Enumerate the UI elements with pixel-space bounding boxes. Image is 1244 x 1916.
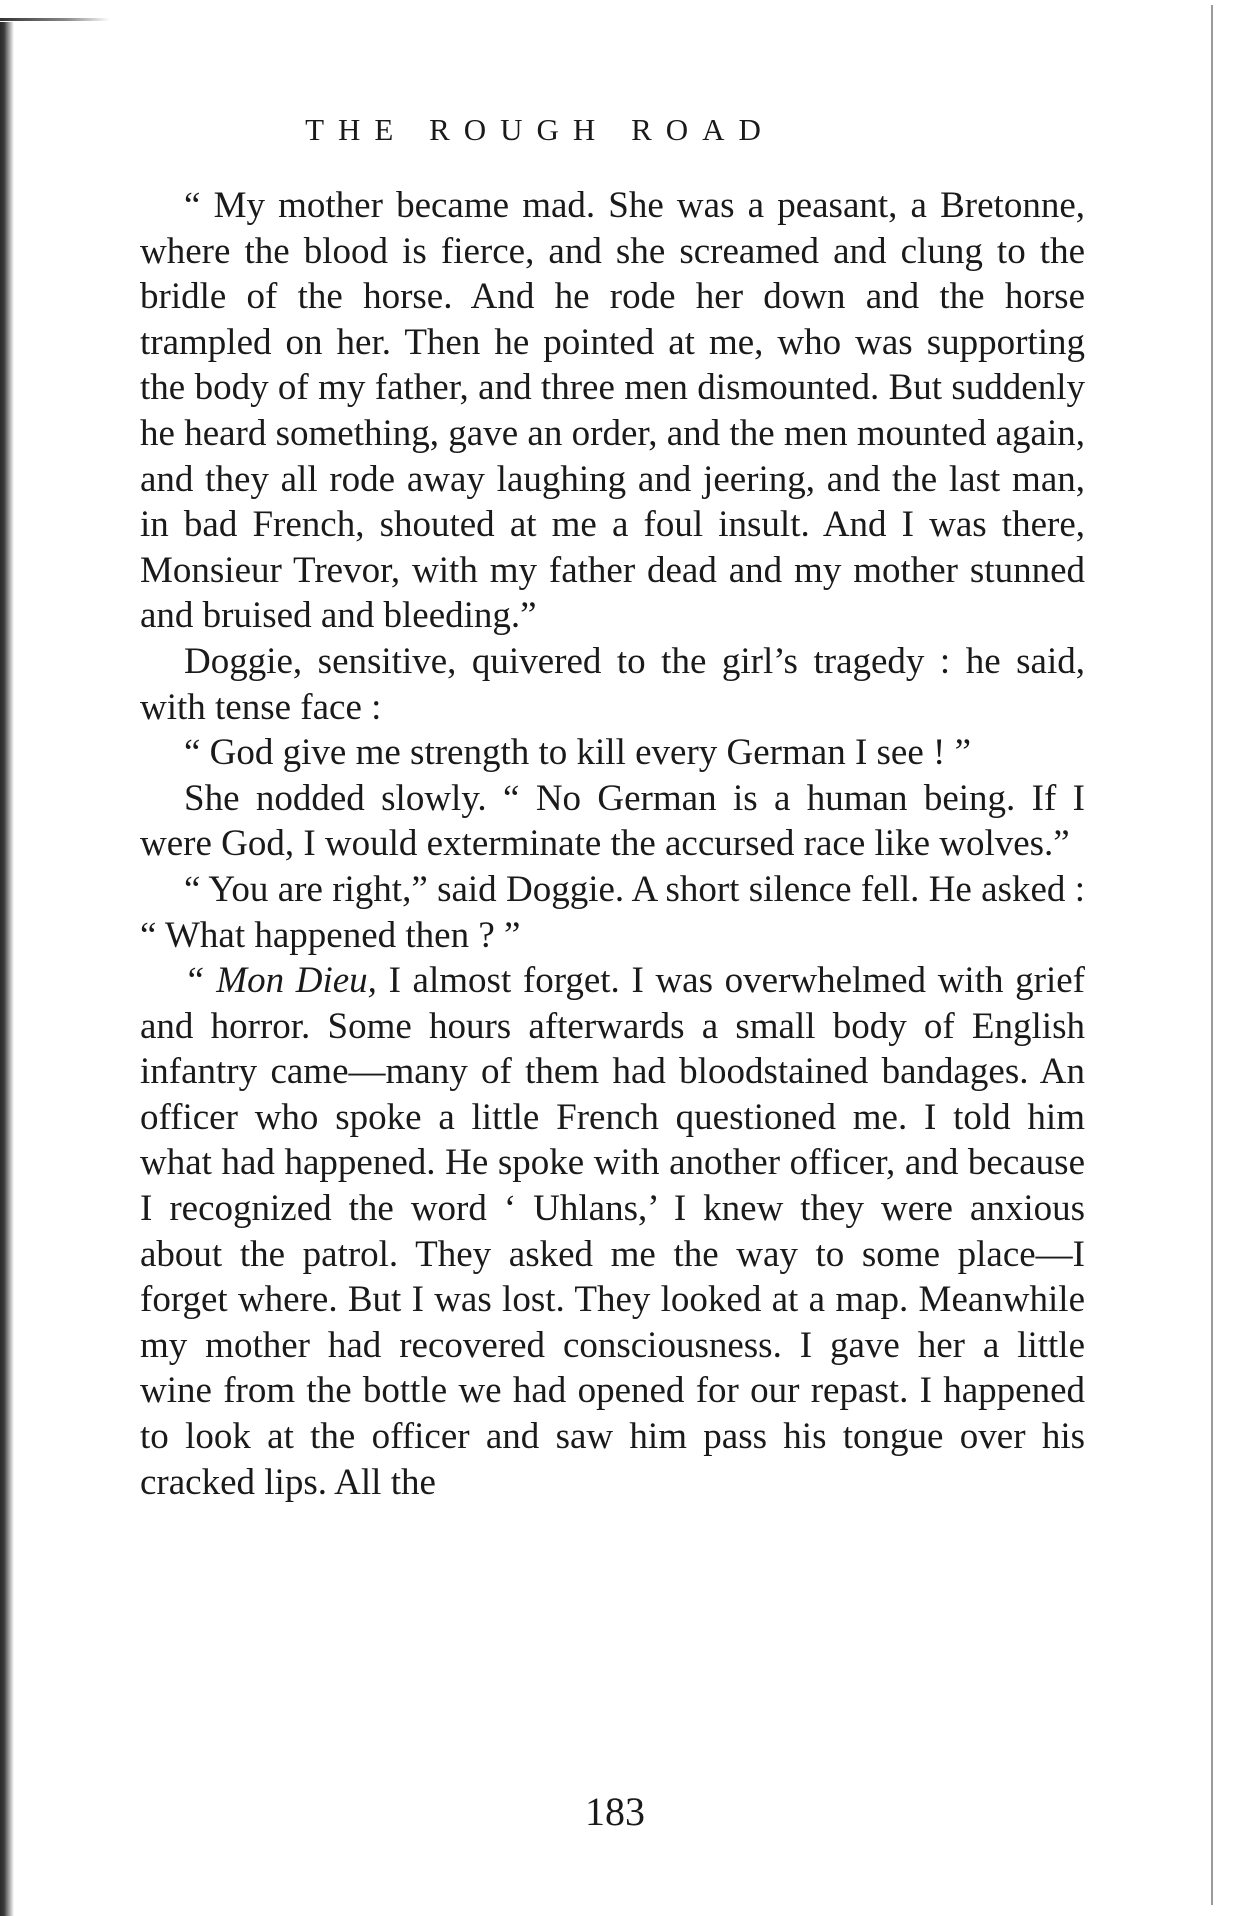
- paragraph-2: [140, 639, 1085, 730]
- paragraph-6: [140, 958, 1085, 1505]
- paragraph-3: [140, 730, 1085, 776]
- paragraph-text: I almost forget. I was overwhelmed with grief and horror. Some hours afterwards a small body of English infantry came—many of them had bloodstained bandages. An officer who spoke a little French questioned me. I told him what had happened. He spoke with another officer, and because I recognized the word ‘ Uhlans,’ I knew they were anxious about the patrol. They asked me the way to some place—I forget where. But I was lost. They looked at a map. Meanwhile my mother had recovered consciousness. I gave her a little wine from the bottle we had opened for our repast. I happened to look at the officer and saw him pass his tongue over his cracked lips. All the: [140, 960, 1085, 1503]
- paragraph-4: [140, 776, 1085, 867]
- paragraph-text: “ You are right,” said Doggie. A short silence fell. He asked : “ What happened then ? ”: [140, 868, 1085, 956]
- paragraph-text: She nodded slowly. “ No German is a human being. If I were God, I would exterminate the accursed race like wolves.”: [140, 777, 1085, 865]
- italic-lead: “ Mon Dieu,: [184, 960, 377, 1002]
- paragraph-text: Doggie, sensitive, quivered to the girl’s tragedy : he said, with tense face :: [140, 640, 1085, 728]
- page-number: 183: [585, 1789, 645, 1834]
- paragraph-1: [140, 183, 1085, 639]
- paragraph-5: [140, 867, 1085, 958]
- running-head: THE ROUGH ROAD: [305, 112, 775, 147]
- page-edge-line: [1211, 5, 1213, 1905]
- paragraph-text: “ God give me strength to kill every German I see ! ”: [184, 732, 972, 774]
- paragraph-text: “ My mother became mad. She was a peasant, a Bretonne, where the blood is fierce, and she screamed and clung to the bridle of the horse. And he rode her down and the horse trampled on her. Then he pointed at me, who was supporting the body of my father, and three men dismounted. But suddenly he heard something, gave an order, and the men mounted again, and they all rode away laughing and jeering, and the last man, in bad French, shouted at me a foul insult. And I was there, Monsieur Trevor, with my father dead and my mother stunned and bruised and bleeding.”: [140, 185, 1085, 637]
- body-text: [140, 183, 1085, 1505]
- binding-shadow: [0, 22, 14, 1916]
- scan-edge-mark: [0, 18, 110, 21]
